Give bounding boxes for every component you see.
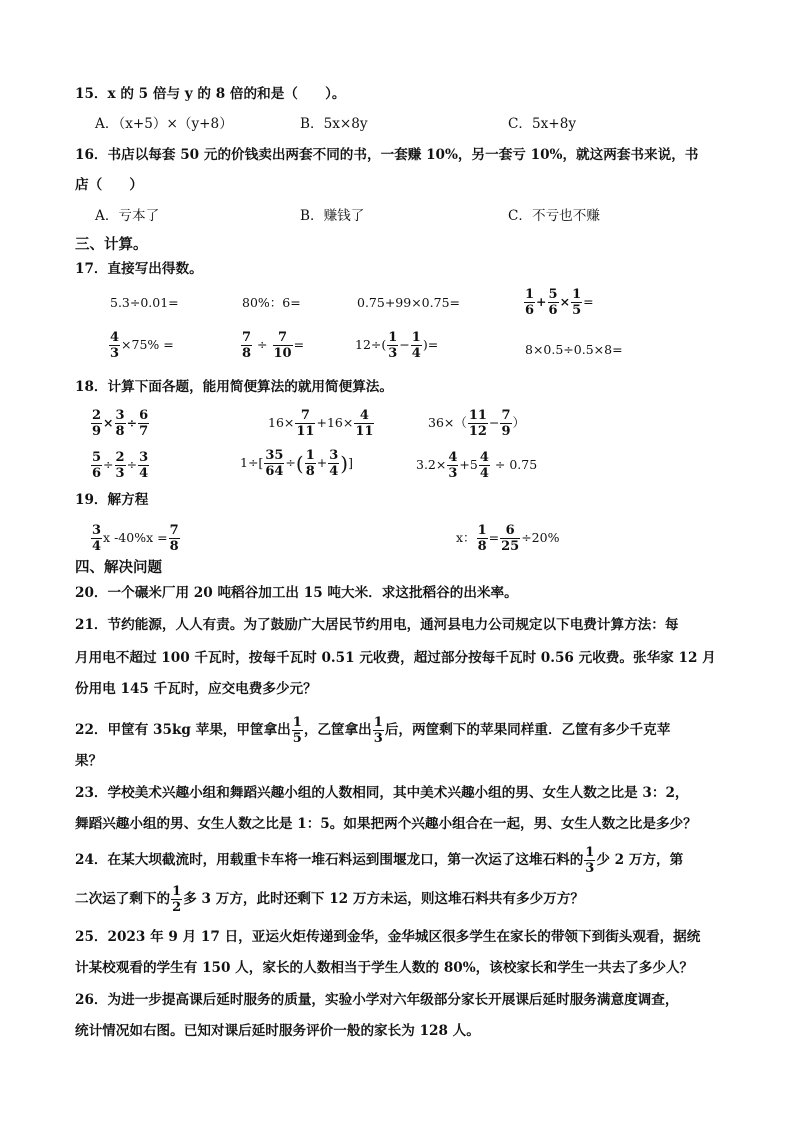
q18-expr-6: 3.2× $\frac{4}{3}$ +5 $\frac{4}{4}$ ÷ 0.75 <box>416 450 538 481</box>
section-3-heading: 三、计算。 <box>75 237 148 253</box>
q18-expr-2: 16× $\frac{7}{11}$ +16× $\frac{4}{11}$ <box>268 408 374 439</box>
q19-equation-1: $\frac{3}{4}$ x -40%x = $\frac{7}{8}$ <box>92 523 179 554</box>
q15-option-b: B．5x×8y <box>300 116 368 132</box>
q17-expr-6: $\frac{7}{8}$ ÷ $\frac{7}{10}$ = <box>242 330 305 361</box>
fraction: $\frac{1}{5}$ <box>292 715 302 746</box>
fraction: $\frac{3}{4}$ <box>139 450 149 481</box>
q23-line2: 舞蹈兴趣小组的男、女生人数之比是 1：5。如果把两个兴趣小组合在一起，男、女生人数之比是多少？ <box>75 816 697 832</box>
fraction: $\frac{7}{8}$ <box>242 330 252 361</box>
fraction: $\frac{1}{3}$ <box>585 845 595 876</box>
q21-line3: 份用电 145 千瓦时，应交电费多少元？ <box>75 681 317 697</box>
fraction: $\frac{7}{8}$ <box>169 523 179 554</box>
fraction: $\frac{6}{7}$ <box>139 408 149 439</box>
q18-expr-4: $\frac{5}{6}$ ÷ $\frac{2}{3}$ ÷ $\frac{3}{4}$ <box>92 450 149 481</box>
fraction: $\frac{7}{10}$ <box>273 330 292 361</box>
section-4-heading: 四、解决问题 <box>75 560 162 576</box>
q16-stem-line2: 店（ ） <box>75 177 143 193</box>
q22-line2: 果？ <box>75 753 103 769</box>
q21-line2: 月用电不超过 100 千瓦时，按每千瓦时 0.51 元收费，超过部分按每千瓦时 0.56 元收费。张华家 12 月 <box>75 650 716 666</box>
q25-line2: 计某校观看的学生有 150 人，家长的人数相当于学生人数的 80%，该校家长和学生一共去了多少人？ <box>75 960 694 976</box>
fraction: $\frac{1}{5}$ <box>572 287 582 318</box>
q19-equation-2: x： $\frac{1}{8}$ = $\frac{6}{25}$ ÷20% <box>456 523 560 554</box>
q16-option-b: B．赚钱了 <box>300 208 365 224</box>
q15-stem: 15．x 的 5 倍与 y 的 8 倍的和是（ ）。 <box>75 86 346 102</box>
q18-expr-3: 36×（ $\frac{11}{12}$ − $\frac{7}{9}$ ） <box>428 408 526 439</box>
fraction: $\frac{7}{11}$ <box>296 408 315 439</box>
q15-option-c: C．5x+8y <box>508 116 577 132</box>
fraction: $\frac{11}{12}$ <box>468 408 487 439</box>
fraction: $\frac{1}{4}$ <box>411 330 421 361</box>
fraction: $\frac{4}{3}$ <box>110 330 120 361</box>
q26-line2: 统计情况如右图。已知对课后延时服务评价一般的家长为 128 人。 <box>75 1023 480 1039</box>
fraction: $\frac{3}{4}$ <box>329 448 339 479</box>
fraction: $\frac{1}{6}$ <box>525 287 535 318</box>
q17-expr-1: 5.3÷0.01= <box>110 295 179 310</box>
fraction: $\frac{1}{3}$ <box>373 715 383 746</box>
q20-text: 20．一个碾米厂用 20 吨稻谷加工出 15 吨大米．求这批稻谷的出米率。 <box>75 585 518 601</box>
q17-expr-3: 0.75+99×0.75= <box>357 295 460 310</box>
q17-expr-5: $\frac{4}{3}$ ×75% = <box>110 330 174 361</box>
q17-title: 17．直接写出得数。 <box>75 261 203 277</box>
fraction: $\frac{35}{64}$ <box>265 448 284 479</box>
q16-option-c: C．不亏也不赚 <box>508 208 600 224</box>
fraction: $\frac{1}{2}$ <box>172 884 182 915</box>
q18-expr-1: $\frac{2}{9}$ × $\frac{3}{8}$ ÷ $\frac{6}{7}$ <box>92 408 149 439</box>
q17-expr-2: 80%：6= <box>242 295 301 310</box>
q17-expr-4: $\frac{1}{6}$ + $\frac{5}{6}$ × $\frac{1}{5}$ = <box>525 287 594 318</box>
q21-line1: 21．节约能源，人人有责。为了鼓励广大居民节约用电，通河县电力公司规定以下电费计算方法：每 <box>75 617 679 633</box>
q23-line1: 23．学校美术兴趣小组和舞蹈兴趣小组的人数相同，其中美术兴趣小组的男、女生人数之比是 3：2， <box>75 785 689 801</box>
q17-expr-8: 8×0.5÷0.5×8= <box>525 342 623 357</box>
q24-line1: 24．在某大坝截流时，用载重卡车将一堆石料运到围堰龙口，第一次运了这堆石料的 $\frac{1}{3}$ 少 2 万方，第 <box>75 845 684 876</box>
q15-option-a: A．（x+5）×（y+8） <box>95 116 233 132</box>
fraction: $\frac{4}{11}$ <box>355 408 374 439</box>
q25-line1: 25．2023 年 9 月 17 日，亚运火炬传递到金华，金华城区很多学生在家长的带领下到街头观看，据统 <box>75 929 701 945</box>
fraction: $\frac{5}{6}$ <box>92 450 102 481</box>
fraction: $\frac{1}{8}$ <box>477 523 487 554</box>
q18-expr-5: 1÷[ $\frac{35}{64}$ ÷( $\frac{1}{8}$ + $\frac{3}{4}$ )] <box>240 448 353 479</box>
q17-expr-7: 12÷( $\frac{1}{3}$ − $\frac{1}{4}$ )= <box>355 330 439 361</box>
q16-option-a: A．亏本了 <box>95 208 160 224</box>
fraction: $\frac{2}{9}$ <box>92 408 102 439</box>
q22-line1: 22．甲筐有 35kg 苹果，甲筐拿出 $\frac{1}{5}$ ，乙筐拿出 $\frac{1}{3}$ 后，两筐剩下的苹果同样重．乙筐有多少千克苹 <box>75 715 671 746</box>
fraction: $\frac{1}{3}$ <box>388 330 398 361</box>
q24-line2: 二次运了剩下的 $\frac{1}{2}$ 多 3 万方，此时还剩下 12 万方未运，则这堆石料共有多少万方？ <box>75 884 584 915</box>
fraction: $\frac{6}{25}$ <box>501 523 520 554</box>
fraction: $\frac{2}{3}$ <box>115 450 125 481</box>
fraction: $\frac{4}{3}$ <box>448 450 458 481</box>
q16-stem-line1: 16．书店以每套 50 元的价钱卖出两套不同的书，一套赚 10%，另一套亏 10%，就这两套书来说，书 <box>75 147 699 163</box>
q19-title: 19．解方程 <box>75 492 149 508</box>
fraction: $\frac{3}{8}$ <box>115 408 125 439</box>
q26-line1: 26．为进一步提高课后延时服务的质量，实验小学对六年级部分家长开展课后延时服务满意度调查， <box>75 992 679 1008</box>
fraction: $\frac{7}{9}$ <box>501 408 511 439</box>
q18-title: 18．计算下面各题，能用简便算法的就用简便算法。 <box>75 379 393 395</box>
fraction: $\frac{5}{6}$ <box>548 287 558 318</box>
fraction: $\frac{3}{4}$ <box>92 523 102 554</box>
fraction: $\frac{4}{4}$ <box>479 450 489 481</box>
fraction: $\frac{1}{8}$ <box>305 448 315 479</box>
